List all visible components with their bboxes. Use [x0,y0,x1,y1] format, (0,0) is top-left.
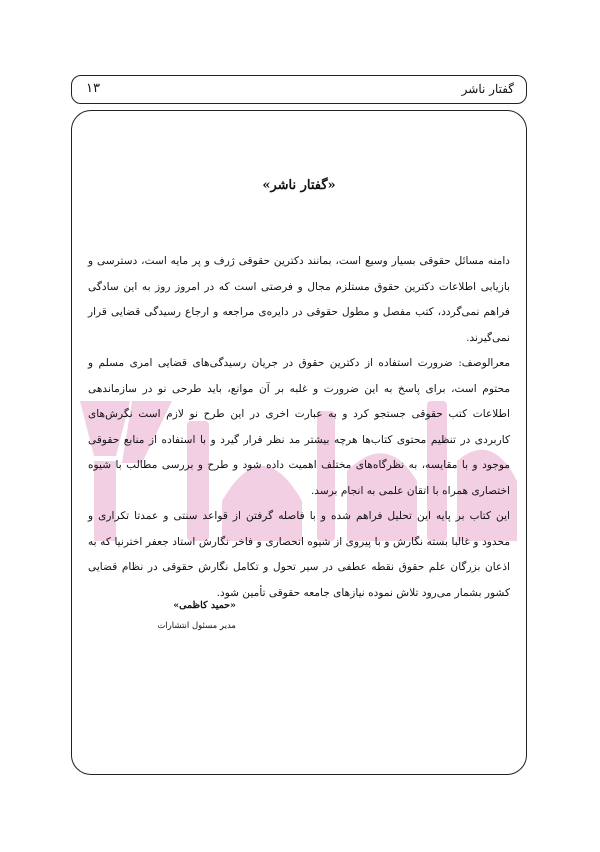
page-number: ۱۳ [86,81,100,96]
signature-name: «حمید کاظمی» [173,600,236,611]
document-title: «گفتار ناشر» [262,178,336,193]
running-header-title: گفتار ناشر [461,82,514,96]
running-header [71,75,527,104]
signature-block [116,599,236,633]
content-frame [71,110,527,775]
body-text [88,249,510,606]
paragraph: معرالوصف: ضرورت استفاده از دکترین حقوق در جریان رسیدگی‌های قضایی امری مسلم و محتوم است، برای پاسخ به این ضرورت و غلبه بر آن موانع، باید طرحی نو در سازماندهی اطلاعات کتب حقوقی جستجو کرد و به عبارت اخری در این طرح نو لازم است نگرش‌های کاربردی در تنظیم محتوی کتاب‌ها هرچه بیشتر مد نظر قرار گیرد و با استفاده از منابع حقوقی موجود و با مقایسه، به نظرگاه‌های مختلف اهمیت داده شود و طرح و بررسی مطالب با شیوه اختصاری همراه با اتقان علمی به انجام برسد. [88,357,510,497]
paragraph: این کتاب بر پایه این تحلیل فراهم شده و با فاصله گرفتن از قواعد سنتی و عمدتا تکراری و محدود و غالبا بسته نگارش و با پیروی از شیوه انحصاری و فاخر نگارش استاد جعفر اخترنیا که به اذعان بزرگان علم حقوق نقطه عطفی در سیر تحول و تکامل نگارش حقوقی در نظام قضایی کشور بشمار می‌رود تلاش نموده نیازهای جامعه حقوقی تأمین شود. [88,510,510,599]
paragraph: دامنه مسائل حقوقی بسیار وسیع است، بمانند دکترین حقوقی ژرف و پر مایه است، دسترسی و بازیابی اطلاعات دکترین حقوق مستلزم مجال و فرصتی است که در امروز روز به این سادگی فراهم نمی‌گردد، کتب مفصل و مطول حقوقی در دایره‌ی مراجعه و ارجاع رسیدگی قضایی قرار نمی‌گیرند. [88,255,510,344]
signature-role: مدیر مسئول انتشارات [157,621,236,631]
